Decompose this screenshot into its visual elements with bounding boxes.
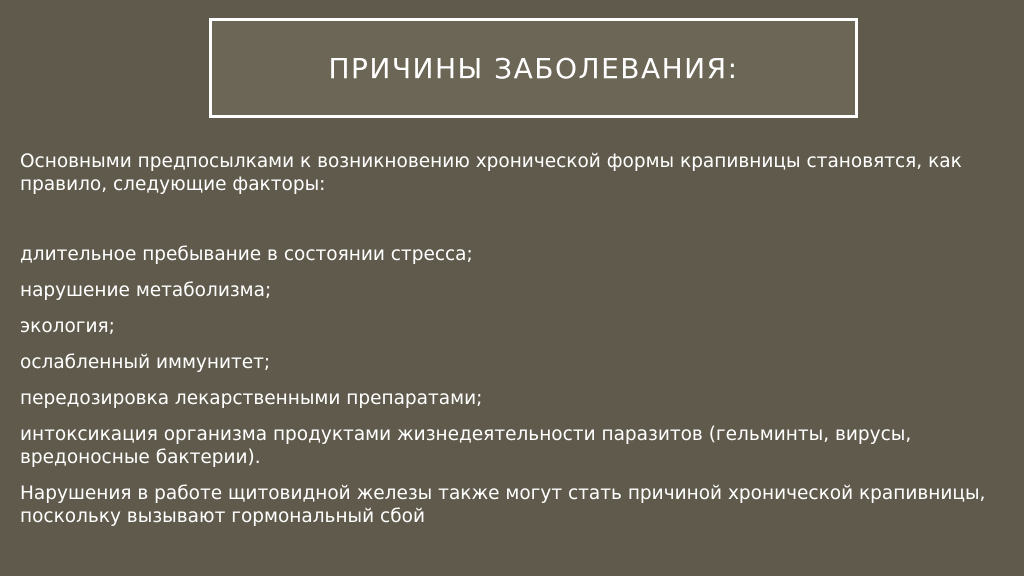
intro-paragraph: Основными предпосылками к возникновению хронической формы крапивницы становятся, как правило, следующие факторы: xyxy=(20,151,962,195)
factor-list xyxy=(20,243,1024,469)
slide-title: ПРИЧИНЫ ЗАБОЛЕВАНИЯ: xyxy=(328,51,739,85)
title-box xyxy=(209,18,858,118)
factor-line-2: вредоносные бактерии). xyxy=(20,447,261,468)
slide-content xyxy=(20,150,1024,528)
outro-paragraph: Нарушения в работе щитовидной железы также могут стать причиной хронической крапивницы, поскольку вызывают гормональный сбой xyxy=(20,483,986,527)
factor-item: нарушение метаболизма; xyxy=(20,280,272,301)
factor-item: ослабленный иммунитет; xyxy=(20,352,271,373)
factor-item: длительное пребывание в состоянии стресса; xyxy=(20,244,473,265)
factor-item-intoxication xyxy=(20,423,1024,469)
factor-item: передозировка лекарственными препаратами; xyxy=(20,388,483,409)
factor-line-1: интоксикация организма продуктами жизнедеятельности паразитов (гельминты, вирусы, xyxy=(20,424,912,445)
factor-item: экология; xyxy=(20,316,115,337)
